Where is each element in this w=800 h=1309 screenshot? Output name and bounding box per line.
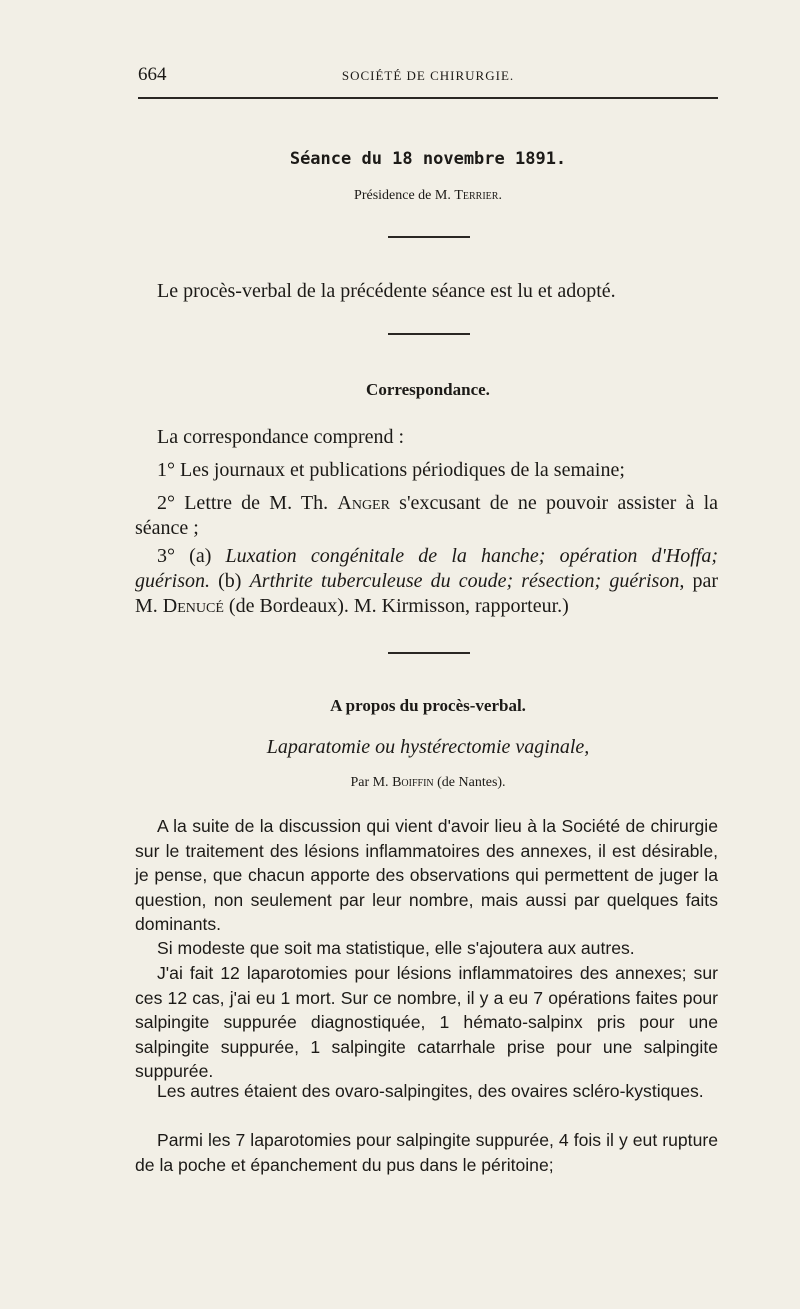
item3-par: par M. [135,570,719,617]
body-paragraph-4: Les autres étaient des ovaro-salpingites, des ovaires scléro-kystiques. [157,1081,704,1101]
item2-suffix: s'excusant de ne pouvoir assister à la séance ; [135,492,719,539]
item3-name: Denucé [162,595,224,617]
proces-verbal-text: Le procès-verbal de la précédente séance est lu et adopté. [157,280,616,302]
item3-b-text: Arthrite tuberculeuse du coude; résection; guérison, [249,570,685,592]
article-subtitle: Laparatomie ou hystérectomie vaginale, [266,736,590,758]
page-number: 664 [138,64,167,85]
correspondance-heading: Correspondance. [366,380,490,399]
body-paragraph-1: A la suite de la discussion qui vient d'avoir lieu à la Société de chirurgie sur le traitement des lésions inflammatoires des annexes, il est désirable, je pense, que chacun apporte des observations qui permettent de juger la question, non seulement par leur nombre, mais aussi par quelques faits dominants. [135,816,718,934]
correspondance-item-1: 1° Les journaux et publications périodiques de la semaine; [157,459,625,481]
author-name: Boiffin [392,775,434,790]
presidence-suffix: . [498,188,502,203]
presidence-line [138,188,718,204]
correspondance-item-2 [135,491,718,541]
correspondance-item-3 [135,544,718,619]
running-head [138,64,718,88]
author-prefix: Par M. [350,775,389,790]
body-paragraph-3: J'ai fait 12 laparotomies pour lésions inflammatoires des annexes; sur ces 12 cas, j'ai eu 1 mort. Sur ce nombre, il y a eu 7 opérations faites pour salpingite suppurée diagnostiquée, 1 hémato-salpinx pris pour une salpingite suppurée, 1 salpingite catarrhale prise pour une salpingite suppurée. [135,963,718,1081]
session-title: Séance du 18 novembre 1891. [289,149,567,169]
section-divider [388,652,470,654]
item3-tail: (de Bordeaux). M. Kirmisson, rapporteur.) [228,595,569,617]
body-paragraph-5: Parmi les 7 laparotomies pour salpingite suppurée, 4 fois il y eut rupture de la poche et épanchement du pus dans le péritoine; [135,1130,718,1175]
presidence-prefix: Présidence de M. [354,188,451,203]
item3-a-marker: (a) [189,545,212,567]
item2-name: Anger [337,492,390,514]
item3-num: 3° [157,545,175,567]
header-rule [138,97,718,99]
author-suffix: (de Nantes). [437,775,506,790]
body-paragraph-2: Si modeste que soit ma statistique, elle s'ajoutera aux autres. [157,938,635,958]
propos-heading: A propos du procès-verbal. [330,696,526,715]
item3-b-marker: (b) [218,570,242,592]
item2-prefix: 2° Lettre de M. Th. [157,492,329,514]
item3-a-text: Luxation congénitale de la hanche; opération d'Hoffa; guérison. [135,545,719,592]
running-title: SOCIÉTÉ DE CHIRURGIE. [341,68,515,83]
author-line [138,775,718,791]
section-divider [388,333,470,335]
section-divider [388,236,470,238]
correspondance-intro: La correspondance comprend : [157,426,405,448]
president-name: Terrier [454,188,499,203]
